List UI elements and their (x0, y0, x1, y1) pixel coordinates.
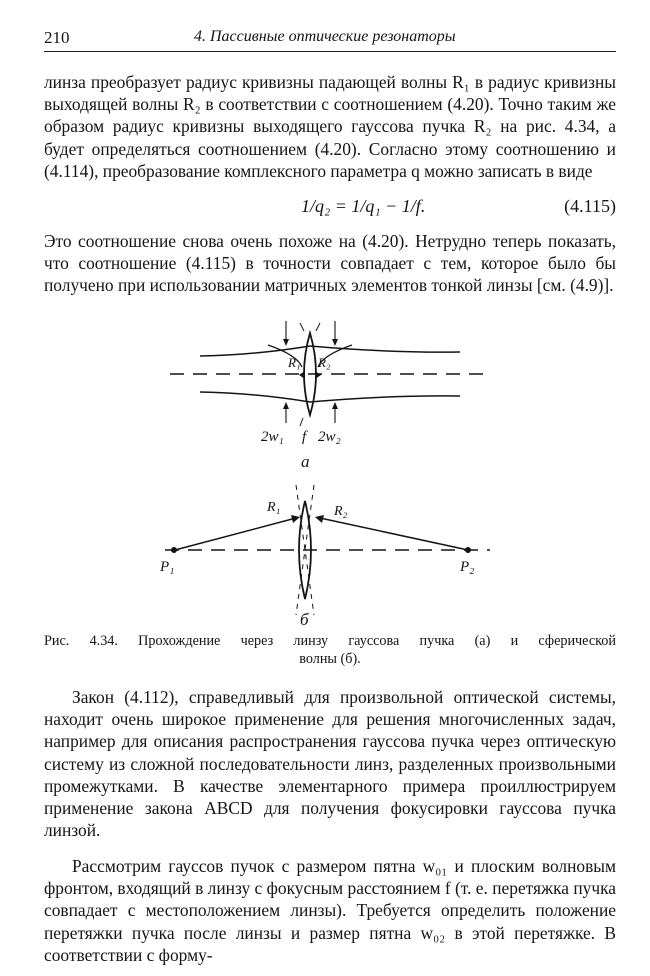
figure-caption (44, 632, 616, 668)
caption-line-2: волны (б). (299, 651, 361, 667)
label-r2-a: R₂ (318, 355, 331, 370)
paragraph-2: Это соотношение снова очень похоже на (4.20). Нетрудно теперь показать, что соотношение (4.115) в точности совпадает с тем, которое было бы получено при использовании матричных элементов тонкой линзы [см. (4.9)]. (44, 231, 616, 296)
page-number: 210 (44, 28, 70, 47)
label-p2: P₂ (460, 559, 475, 575)
focal-tick-top-right (316, 323, 320, 331)
label-r1-b: R₁ (267, 500, 281, 515)
label-f: f (302, 429, 307, 445)
header-rule (44, 51, 616, 52)
arrow-ray-p2 (315, 515, 324, 523)
label-2w2: 2w₂ (318, 429, 341, 445)
arrow-r1 (299, 371, 305, 379)
beam-lower-right (310, 396, 460, 402)
panel-letter-b: б (300, 610, 309, 629)
equation-number: (4.115) (564, 196, 616, 216)
paragraph-1: линза преобразует радиус кривизны падающей волны R₁ в радиус кривизны выходящей волны R₂ в соответствии с соотношением (4.20). Точно таким же образом радиус кривизны выходящего гауссова пучка R₂ на рис. 4.34, а будет определяться соотношением (4.20). Согласно этому соотношению и (4.114), преобразование комплексного параметра q можно записать в виде (44, 72, 616, 181)
figure-4-34 (150, 315, 510, 630)
ray-p1-to-lens (175, 518, 296, 550)
label-r2-b: R₂ (334, 504, 348, 519)
label-2w1: 2w₁ (261, 429, 284, 445)
page-header (44, 28, 616, 52)
beam-lower-left (200, 392, 310, 402)
label-r1-a: R₁ (288, 355, 301, 370)
arrow-ray-p1 (291, 515, 300, 523)
running-title: 4. Пассивные оптические резонаторы (194, 28, 456, 45)
equation-body: 1/q₂ = 1/q₁ − 1/f. (301, 196, 426, 216)
figure-4-34-diagram (150, 315, 510, 630)
ray-p2-to-lens (320, 518, 468, 550)
point-p2 (465, 547, 471, 553)
panel-letter-a: а (301, 452, 310, 471)
focal-tick-bottom (300, 418, 303, 426)
focal-tick-top-left (300, 323, 304, 331)
paragraph-3: Закон (4.112), справедливый для произвольной оптической системы, находит очень широкое применение для решения многочисленных задач, например для описания распространения гауссова пучка через оптическую систему из сложной последовательности линз, разделенных произвольными промежутками. В качестве элементарного примера проиллюстрируем применение закона ABCD для получения фокусировки гауссова пучка линзой. (44, 687, 616, 841)
caption-line-1: Рис. 4.34. Прохождение через линзу гауссова пучка (а) и сферической (44, 633, 616, 649)
equation-4-115 (44, 196, 616, 220)
arrow-r2 (315, 371, 321, 379)
paragraph-4: Рассмотрим гауссов пучок с размером пятна w₀₁ и плоским волновым фронтом, входящий в линзу с фокусным расстоянием f (т. е. перетяжка пучка совпадает с местоположением линзы). Требуется определить положение перетяжки пучка после линзы и размер пятна w₀₂ в этой перетяжке. В соответствии с форму- (44, 856, 616, 965)
point-p1 (171, 547, 177, 553)
panel-b-diagram (159, 485, 490, 629)
beam-upper-right (310, 346, 460, 352)
label-p1: P₁ (160, 559, 175, 575)
panel-a-diagram (170, 321, 490, 471)
